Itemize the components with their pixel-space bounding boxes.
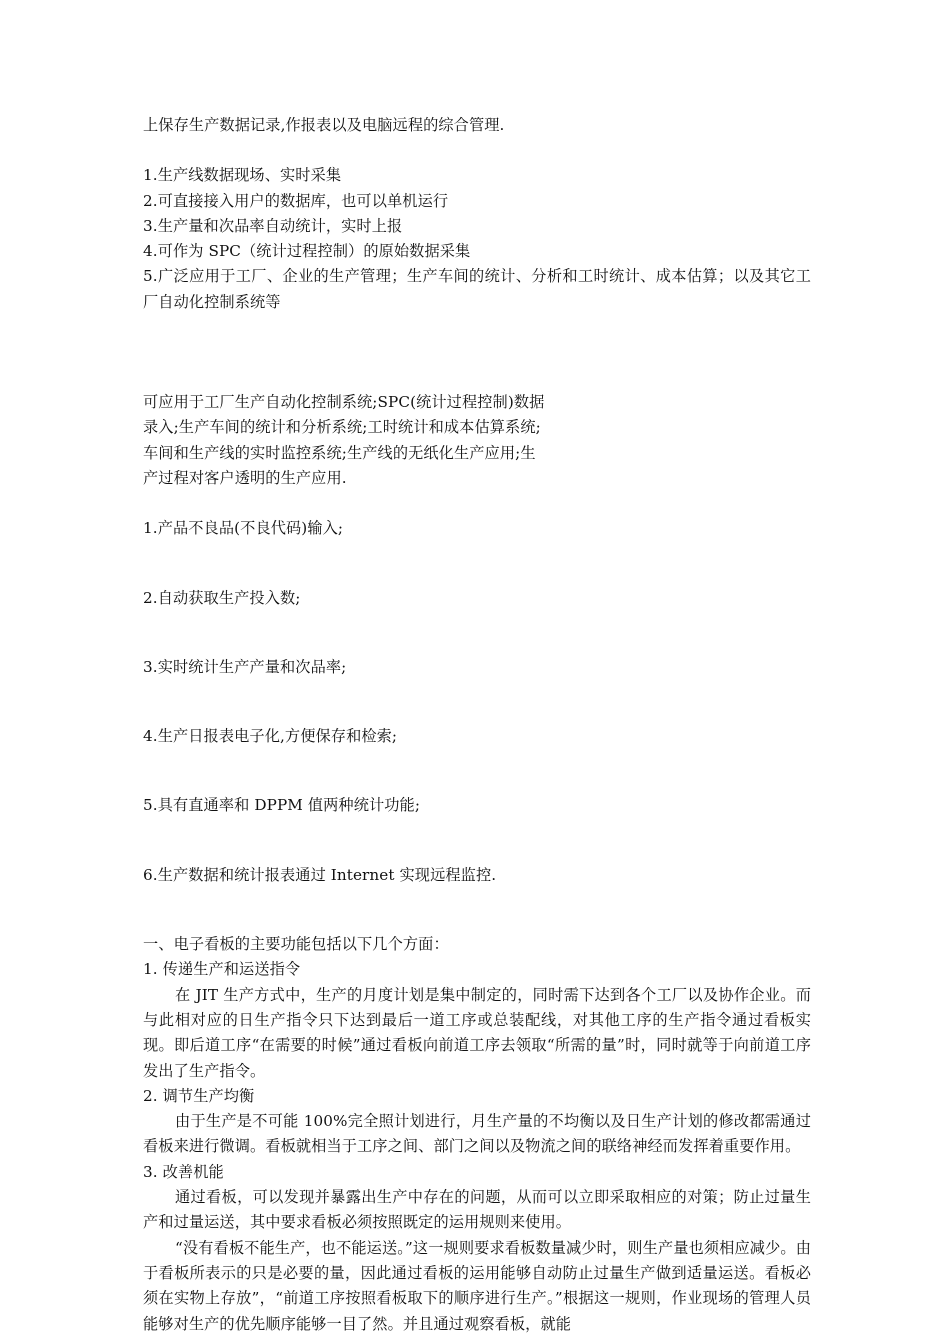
paragraph: 通过看板，可以发现并暴露出生产中存在的问题，从而可以立即采取相应的对策；防止过量生产和过量运送，其中要求看板必须按照既定的运用规则来使用。 (143, 1188, 811, 1232)
paragraph: 由于生产是不可能 100%完全照计划进行，月生产量的不均衡以及日生产计划的修改都需通过看板来进行微调。看板就相当于工序之间、部门之间以及物流之间的联络神经而发挥着重要作用。 (143, 1112, 811, 1156)
list-item: 3.生产量和次品率自动统计，实时上报 (143, 216, 403, 235)
list-item: 2.可直接接入用户的数据库，也可以单机运行 (143, 191, 449, 210)
list-item: 6.生产数据和统计报表通过 Internet 实现远程监控. (143, 865, 497, 884)
paragraph: “没有看板不能生产，也不能运送。”这一规则要求看板数量减少时，则生产量也须相应减少。由于看板所表示的只是必要的量，因此通过看板的运用能够自动防止过量生产做到适量运送。看板必须在实物上存放”，“前道工序按照看板取下的顺序进行生产。”根据这一规则，作业现场的管理人员能够对生产的优先顺序能够一目了然。并且通过观察看板，就能 (143, 1238, 811, 1333)
section-2 (143, 1084, 811, 1160)
list-item: 3.实时统计生产产量和次品率; (143, 657, 347, 676)
subsection-heading: 3. 改善机能 (143, 1162, 224, 1181)
feature-list-b (143, 516, 811, 888)
subsection-heading: 2. 调节生产均衡 (143, 1086, 255, 1105)
feature-list-a (143, 163, 811, 315)
section-3 (143, 1160, 811, 1337)
paragraph-line: 产过程对客户透明的生产应用. (143, 468, 347, 487)
paragraph: 在 JIT 生产方式中，生产的月度计划是集中制定的，同时需下达到各个工厂以及协作企业。而与此相对应的日生产指令只下达到最后一道工序或总装配线，对其他工序的生产指令通过看板实现。即后道工序“在需要的时候”通过看板向前道工序去领取“所需的量”时，同时就等于向前道工序发出了生产指令。 (143, 985, 811, 1080)
list-item: 4.生产日报表电子化,方便保存和检索; (143, 727, 398, 746)
section-heading: 一、电子看板的主要功能包括以下几个方面： (143, 935, 449, 954)
paragraph-line: 可应用于工厂生产自动化控制系统;SPC(统计过程控制)数据 (143, 393, 545, 412)
list-item: 2.自动获取生产投入数; (143, 588, 301, 607)
list-item: 1.产品不良品(不良代码)输入; (143, 519, 344, 538)
section-1 (143, 957, 811, 1083)
paragraph-line: 录入;生产车间的统计和分析系统;工时统计和成本估算系统; (143, 418, 541, 437)
subsection-heading: 1. 传递生产和运送指令 (143, 960, 301, 979)
document-body (143, 113, 811, 1337)
paragraph-line: 车间和生产线的实时监控系统;生产线的无纸化生产应用;生 (143, 443, 536, 462)
list-item: 5.具有直通率和 DPPM 值两种统计功能; (143, 796, 421, 815)
list-item: 5.广泛应用于工厂、企业的生产管理；生产车间的统计、分析和工时统计、成本估算；以及其它工厂自动化控制系统等 (143, 267, 811, 311)
intro-line: 上保存生产数据记录,作报表以及电脑远程的综合管理. (143, 116, 505, 134)
list-item: 4.可作为 SPC（统计过程控制）的原始数据采集 (143, 242, 471, 261)
list-item: 1.生产线数据现场、实时采集 (143, 166, 342, 185)
application-paragraph (143, 390, 811, 491)
